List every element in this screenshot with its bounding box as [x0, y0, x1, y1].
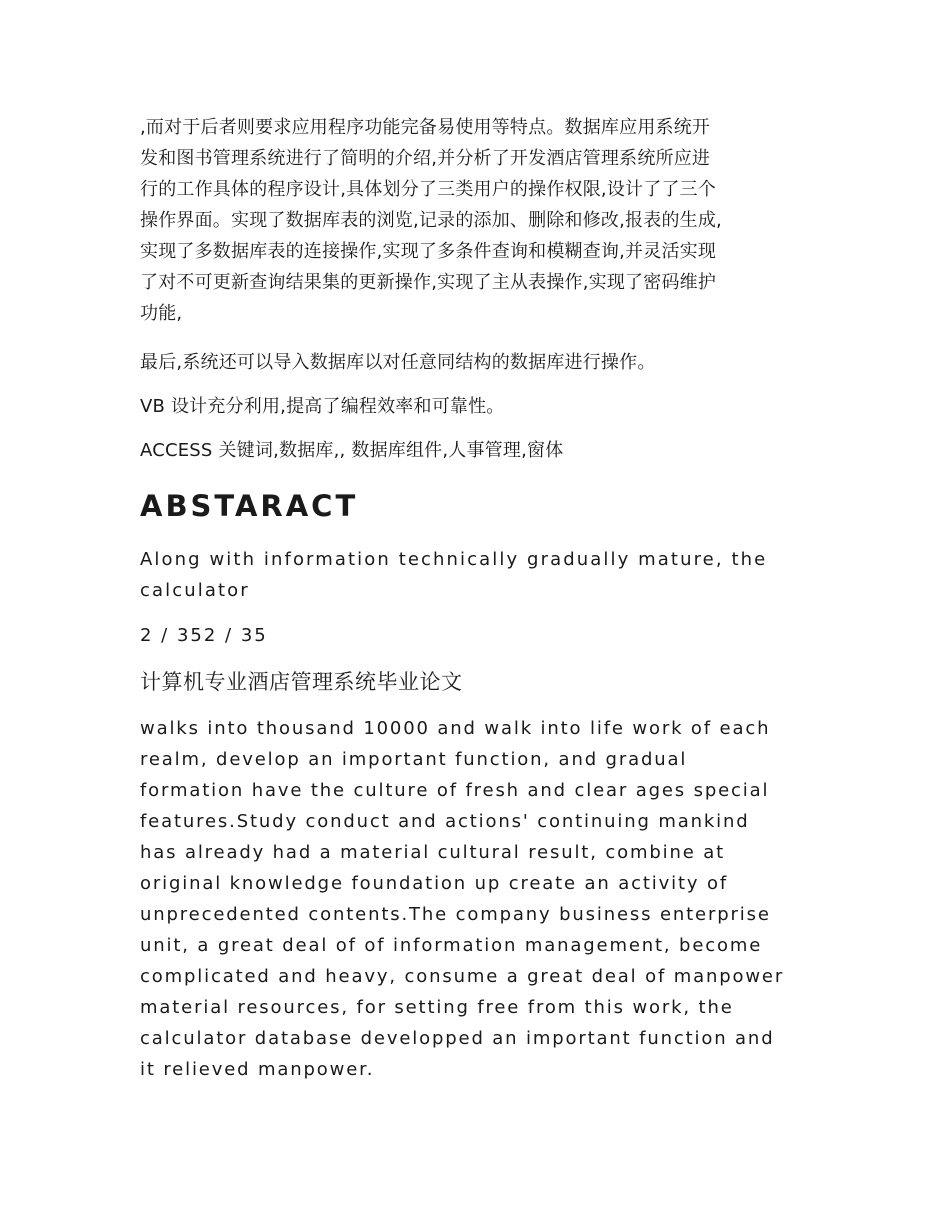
text-line: 了对不可更新查询结果集的更新操作,实现了主从表操作,实现了密码维护: [140, 272, 717, 293]
abstract-cn-paragraph-1: [140, 112, 810, 329]
text-line: calculator: [140, 580, 250, 601]
abstract-heading: ABSTARACT: [140, 489, 359, 523]
text-line: unit, a great deal of of information management, become: [140, 935, 763, 956]
text-line: 实现了多数据库表的连接操作,实现了多条件查询和模糊查询,并灵活实现: [140, 241, 717, 262]
abstract-cn-paragraph-2: 最后,系统还可以导入数据库以对任意同结构的数据库进行操作。: [140, 352, 656, 373]
text-line: ,而对于后者则要求应用程序功能完备易使用等特点。数据库应用系统开: [140, 117, 711, 138]
text-line: Along with information technically gradually mature, the: [140, 549, 768, 570]
document-title: 计算机专业酒店管理系统毕业论文: [140, 670, 463, 694]
abstract-en-body: [140, 713, 810, 1085]
text-line: 操作界面。实现了数据库表的浏览,记录的添加、删除和修改,报表的生成,: [140, 210, 722, 231]
text-line: features.Study conduct and actions' continuing mankind: [140, 811, 750, 832]
abstract-en-intro: [140, 544, 810, 606]
text-line: walks into thousand 10000 and walk into life work of each: [140, 718, 771, 739]
text-line: 行的工作具体的程序设计,具体划分了三类用户的操作权限,设计了了三个: [140, 179, 717, 200]
text-line: 功能,: [140, 303, 183, 324]
page-number: 2 / 352 / 35: [140, 625, 268, 646]
text-line: original knowledge foundation up create an activity of: [140, 873, 729, 894]
text-line: unprecedented contents.The company business enterprise: [140, 904, 771, 925]
text-line: calculator database developped an important function and: [140, 1028, 775, 1049]
keywords-line: ACCESS 关键词,数据库,, 数据库组件,人事管理,窗体: [140, 440, 564, 461]
text-line: formation have the culture of fresh and clear ages special: [140, 780, 770, 801]
text-line: realm, develop an important function, and gradual: [140, 749, 688, 770]
text-line: 发和图书管理系统进行了简明的介绍,并分析了开发酒店管理系统所应进: [140, 148, 711, 169]
text-line: material resources, for setting free from this work, the: [140, 997, 734, 1018]
document-page: [140, 112, 810, 1099]
text-line: complicated and heavy, consume a great deal of manpower: [140, 966, 785, 987]
text-line: it relieved manpower.: [140, 1059, 375, 1080]
text-line: has already had a material cultural result, combine at: [140, 842, 726, 863]
abstract-cn-paragraph-3: VB 设计充分利用,提高了编程效率和可靠性。: [140, 396, 505, 417]
